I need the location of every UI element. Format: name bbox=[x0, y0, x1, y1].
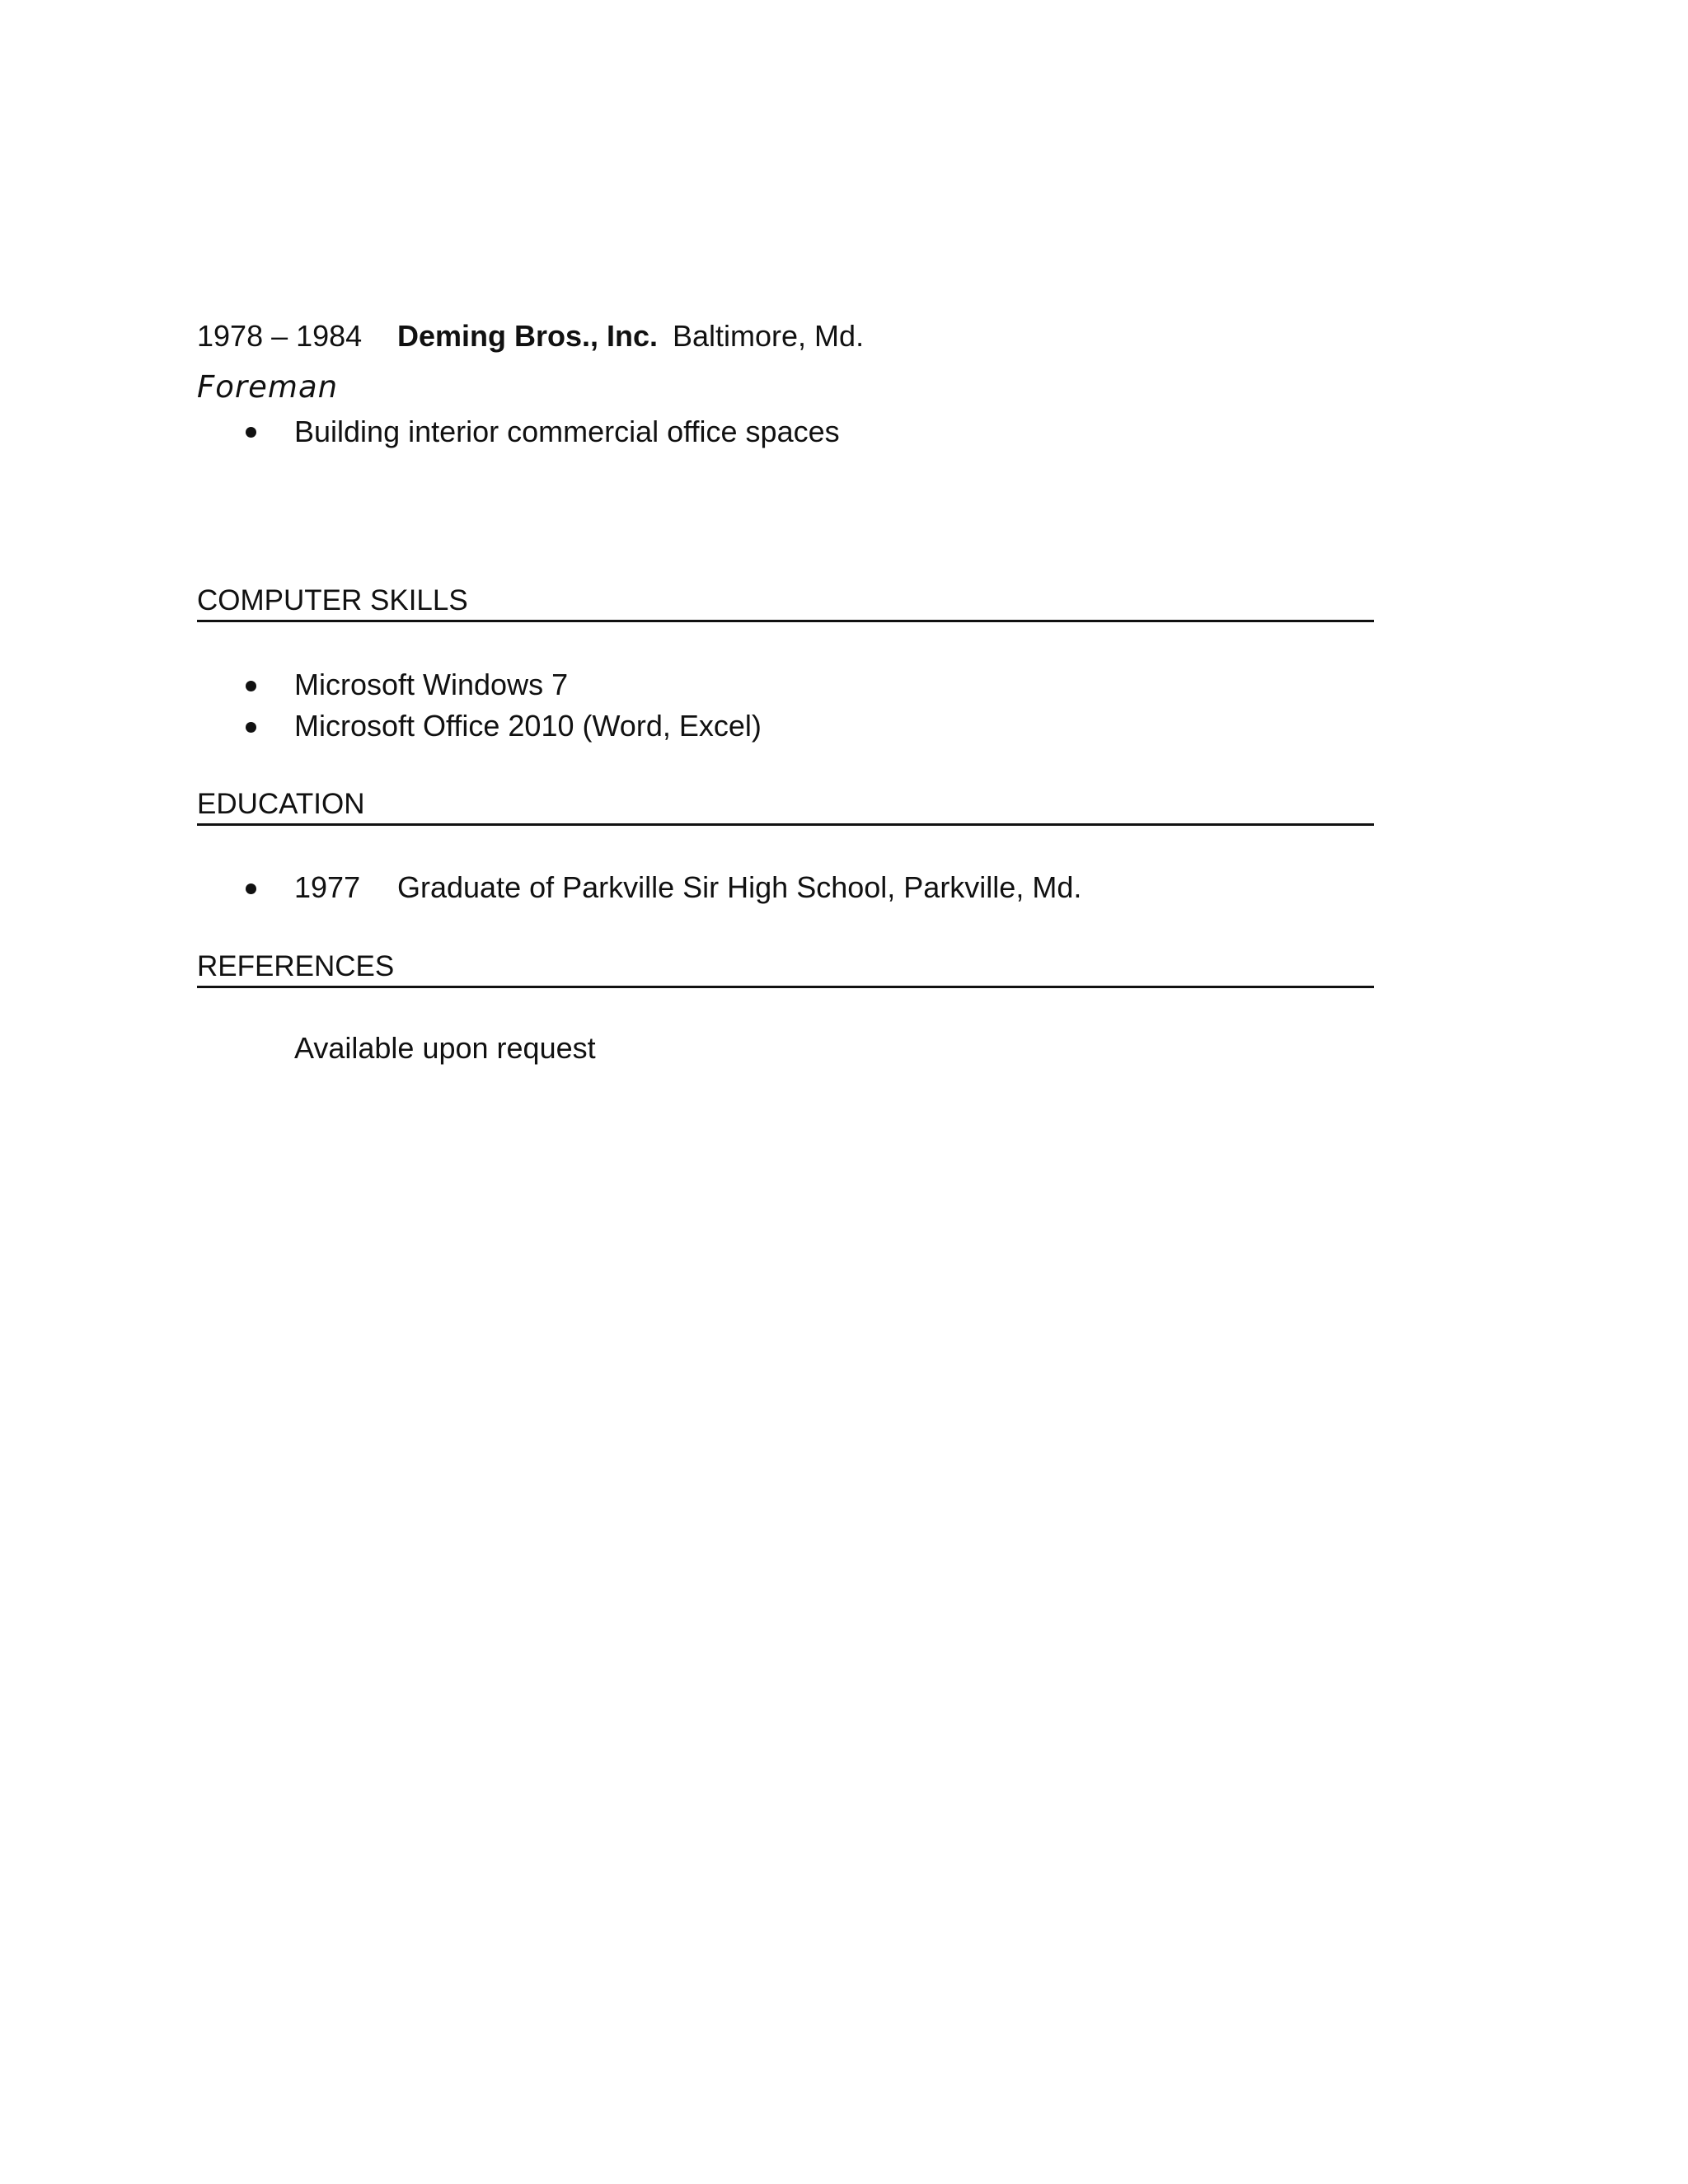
education-heading: EDUCATION bbox=[197, 787, 1374, 826]
skill-item: Microsoft Windows 7 bbox=[294, 668, 569, 701]
job-title: Foreman bbox=[197, 369, 339, 405]
computer-skills-heading: COMPUTER SKILLS bbox=[197, 583, 1374, 622]
education-item: Graduate of Parkville Sir High School, Parkville, Md. bbox=[397, 870, 1082, 904]
bullet-icon bbox=[246, 883, 256, 894]
references-text: Available upon request bbox=[294, 1031, 596, 1065]
education-year: 1977 bbox=[294, 870, 361, 904]
bullet-icon bbox=[246, 427, 256, 438]
bullet-icon bbox=[246, 681, 256, 691]
bullet-icon bbox=[246, 722, 256, 733]
job-years: 1978 – 1984 bbox=[197, 319, 363, 353]
job-company: Deming Bros., Inc. bbox=[397, 319, 659, 353]
job-duty-item: Building interior commercial office spaces bbox=[294, 415, 840, 448]
references-heading: REFERENCES bbox=[197, 949, 1374, 988]
skill-item: Microsoft Office 2010 (Word, Excel) bbox=[294, 709, 762, 743]
job-location: Baltimore, Md. bbox=[673, 319, 865, 353]
